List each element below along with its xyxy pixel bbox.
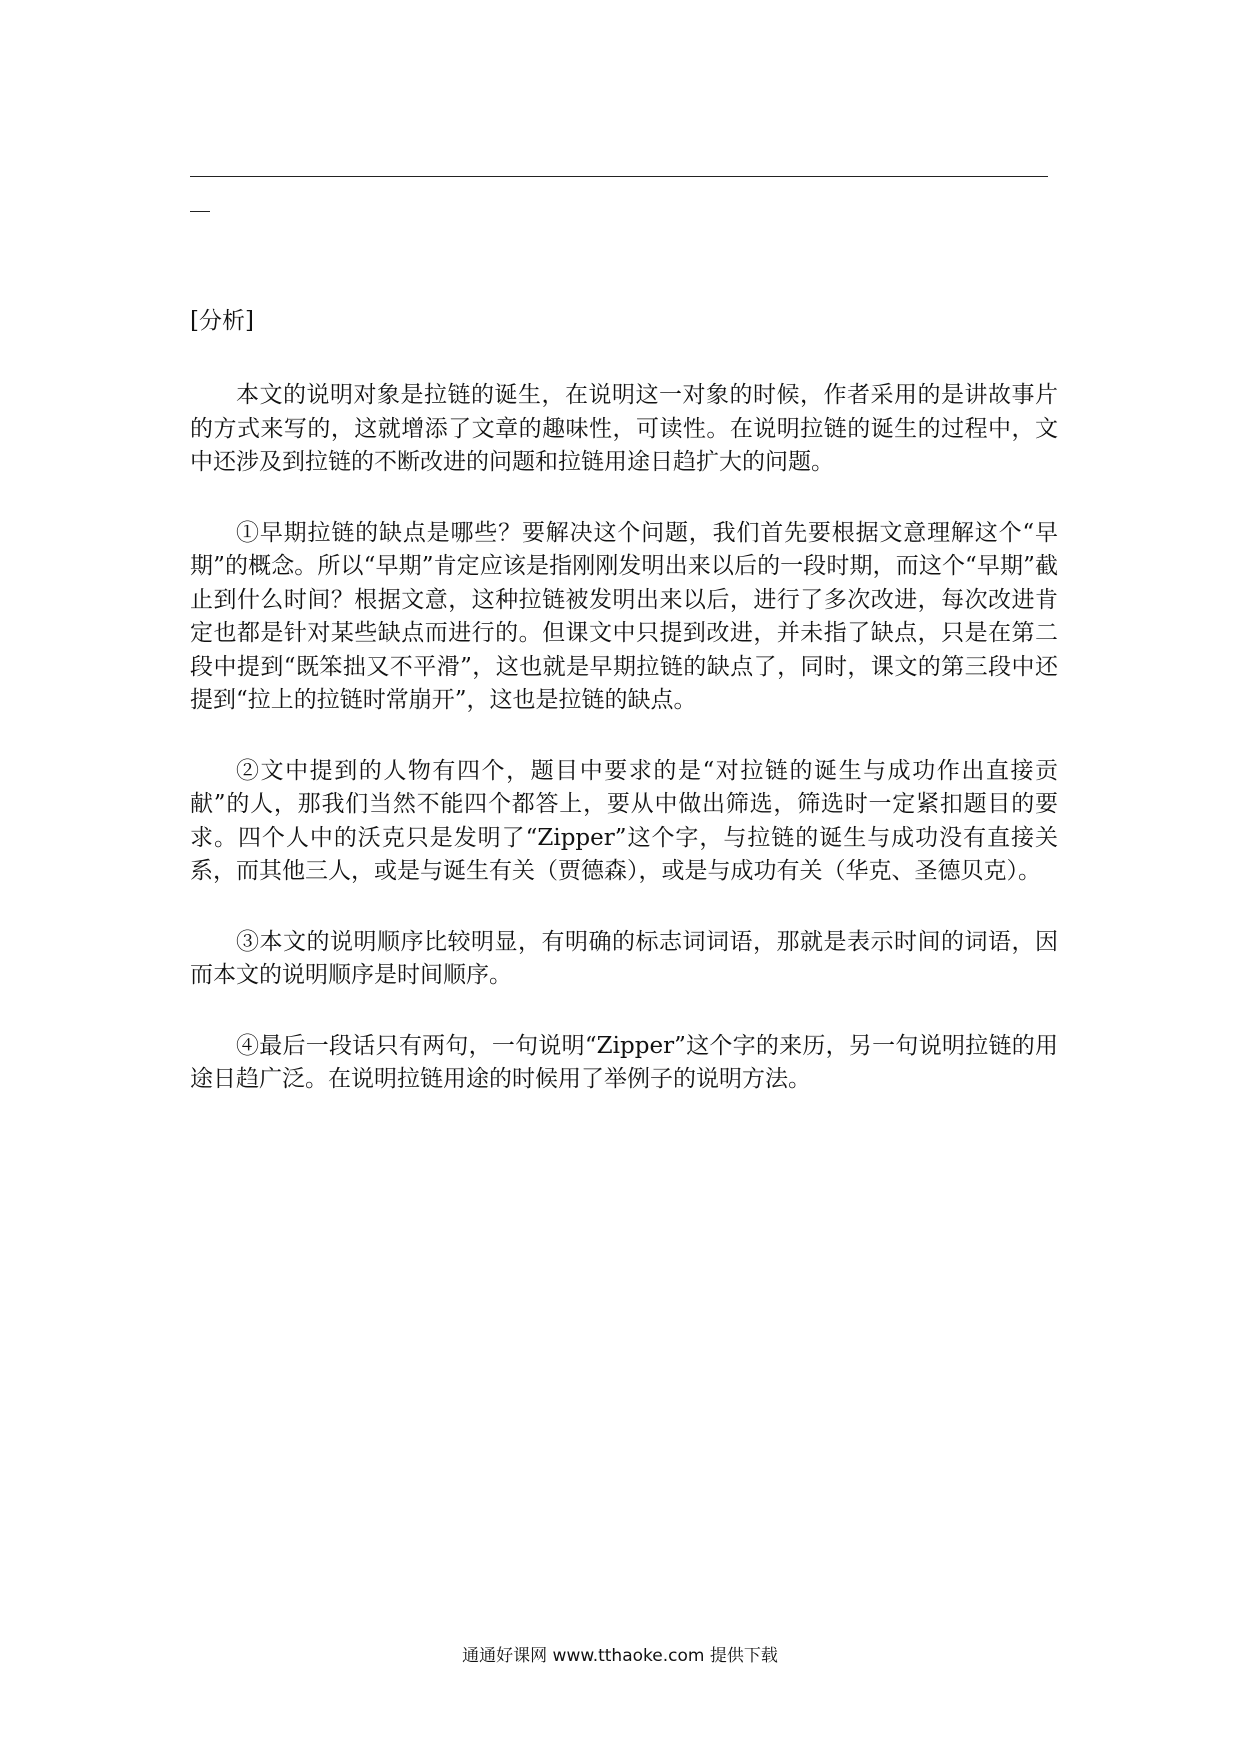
analysis-section: [190, 305, 1058, 1134]
answer-blank-line-continuation: [190, 211, 210, 212]
analysis-heading: [分析]: [190, 308, 254, 334]
analysis-paragraph-2: ②文中提到的人物有四个，题目中要求的是“对拉链的诞生与成功作出直接贡献”的人，那我们当然不能四个都答上，要从中做出筛选，筛选时一定紧扣题目的要求。四个人中的沃克只是发明了“Zipper”这个字，与拉链的诞生与成功没有直接关系，而其他三人，或是与诞生有关（贾德森），或是与成功有关（华克、圣德贝克）。: [190, 757, 1058, 884]
analysis-paragraph-intro: 本文的说明对象是拉链的诞生，在说明这一对象的时候，作者采用的是讲故事片的方式来写的，这就增添了文章的趣味性，可读性。在说明拉链的诞生的过程中，文中还涉及到拉链的不断改进的问题和拉链用途日趋扩大的问题。: [190, 382, 1058, 475]
analysis-paragraph-4: ④最后一段话只有两句，一句说明“Zipper”这个字的来历，另一句说明拉链的用途日趋广泛。在说明拉链用途的时候用了举例子的说明方法。: [190, 1032, 1058, 1092]
page-footer: 通通好课网 www.tthaoke.com 提供下载: [462, 1646, 778, 1666]
analysis-paragraph-3: ③本文的说明顺序比较明显，有明确的标志词词语，那就是表示时间的词语，因而本文的说明顺序是时间顺序。: [190, 928, 1058, 988]
answer-blank-line: [190, 176, 1048, 177]
analysis-paragraph-1: ①早期拉链的缺点是哪些？要解决这个问题，我们首先要根据文意理解这个“早期”的概念。所以“早期”肯定应该是指刚刚发明出来以后的一段时期，而这个“早期”截止到什么时间？根据文意，这种拉链被发明出来以后，进行了多次改进，每次改进肯定也都是针对某些缺点而进行的。但课文中只提到改进，并未指了缺点，只是在第二段中提到“既笨拙又不平滑”，这也就是早期拉链的缺点了，同时，课文的第三段中还提到“拉上的拉链时常崩开”，这也是拉链的缺点。: [190, 519, 1058, 713]
